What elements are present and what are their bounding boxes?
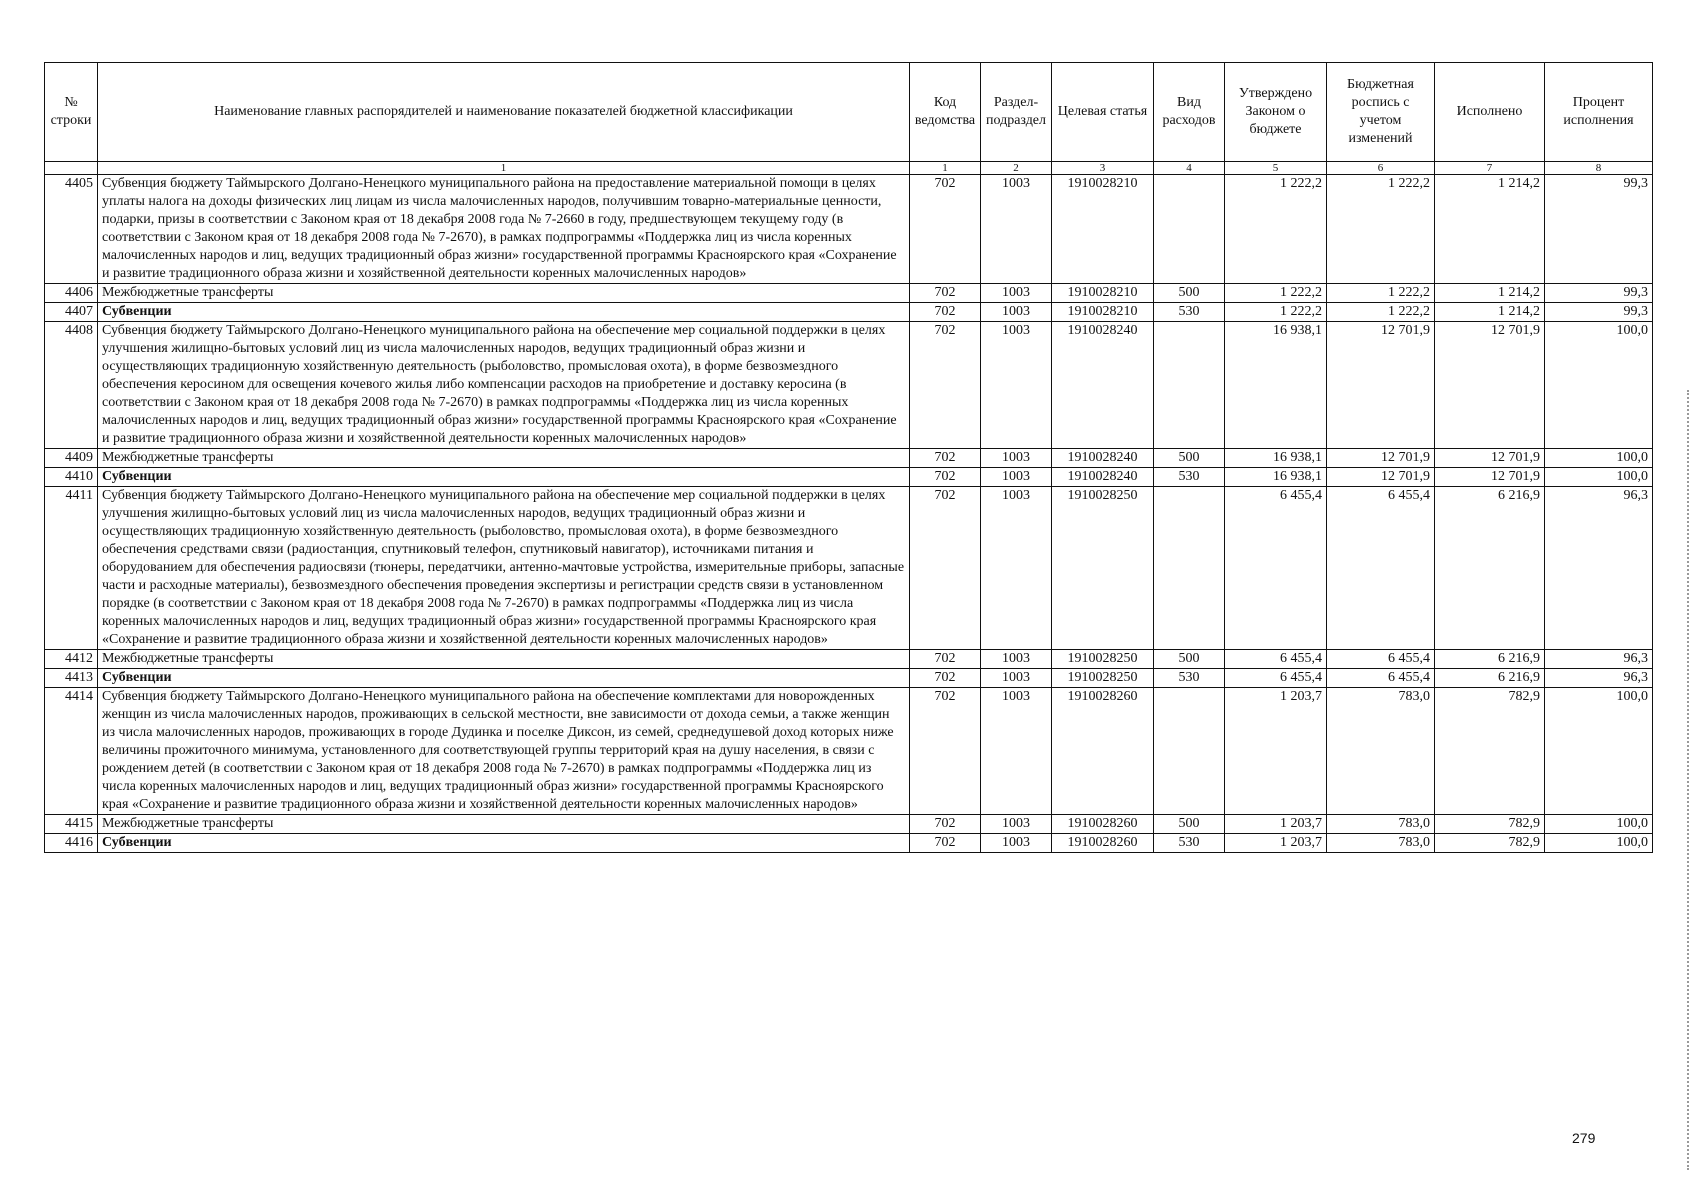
row-name: Межбюджетные трансферты [98, 449, 910, 468]
row-number: 4407 [45, 303, 98, 322]
target-article: 1910028210 [1052, 175, 1154, 284]
page-number: 279 [1572, 1130, 1596, 1146]
target-article: 1910028250 [1052, 487, 1154, 650]
scheduled-amount: 6 455,4 [1327, 650, 1435, 669]
column-number: 1 [98, 162, 910, 175]
execution-percent: 99,3 [1545, 303, 1653, 322]
budget-table [44, 62, 1653, 853]
approved-amount: 16 938,1 [1225, 322, 1327, 449]
execution-percent: 99,3 [1545, 284, 1653, 303]
expense-type: 530 [1154, 669, 1225, 688]
section-code: 1003 [981, 688, 1052, 815]
execution-percent: 100,0 [1545, 834, 1653, 853]
expense-type: 500 [1154, 650, 1225, 669]
approved-amount: 1 203,7 [1225, 688, 1327, 815]
row-name: Субвенция бюджету Таймырского Долгано-Ненецкого муниципального района на обеспечение комплектами для новорожденных женщин из числа малочисленных народов, проживающих в сельской местности, вне зависимости от дохода семьи, а также женщин из числа малочисленных народов, проживающих в городе Дудинка и поселке Диксон, из семей, среднедушевой доход которых ниже величины прожиточного минимума, установленного для соответствующей группы территорий края на душу населения, в связи с рождением детей (в соответствии с Законом края от 18 декабря 2008 года № 7-2670) в рамках подпрограммы «Поддержка лиц из числа коренных малочисленных народов и лиц, ведущих традиционный образ жизни» государственной программы Красноярского края «Сохранение и развитие традиционного образа жизни и хозяйственной деятельности коренных малочисленных народов» [98, 688, 910, 815]
scheduled-amount: 1 222,2 [1327, 284, 1435, 303]
execution-percent: 100,0 [1545, 688, 1653, 815]
table-row [45, 669, 1653, 688]
row-name: Субвенции [98, 468, 910, 487]
header-expense-type: Вид расходов [1154, 63, 1225, 162]
column-number [45, 162, 98, 175]
row-number: 4412 [45, 650, 98, 669]
scheduled-amount: 783,0 [1327, 834, 1435, 853]
row-number: 4409 [45, 449, 98, 468]
row-name: Субвенция бюджету Таймырского Долгано-Ненецкого муниципального района на обеспечение мер социальной поддержки в целях улучшения жилищно-бытовых условий лиц из числа малочисленных народов, ведущих традиционный образ жизни и осуществляющих традиционную хозяйственную деятельность (рыболовство, промысловая охота), в форме безвозмездного обеспечения средствами связи (радиостанция, спутниковый телефон, спутниковый навигатор), источниками питания и оборудованием для обеспечения радиосвязи (тюнеры, передатчики, антенно-мачтовые устройства, измерительные приборы, запасные части и расходные материалы), безвозмездного обеспечения проведения экспертизы и регистрации средств связи в установленном порядке (в соответствии с Законом края от 18 декабря 2008 года № 7-2670) в рамках подпрограммы «Поддержка лиц из числа коренных малочисленных народов и лиц, ведущих традиционный образ жизни» государственной программы Красноярского края «Сохранение и развитие традиционного образа жизни и хозяйственной деятельности коренных малочисленных народов» [98, 487, 910, 650]
expense-type: 500 [1154, 815, 1225, 834]
department-code: 702 [910, 449, 981, 468]
executed-amount: 6 216,9 [1435, 669, 1545, 688]
target-article: 1910028250 [1052, 669, 1154, 688]
row-name: Субвенция бюджету Таймырского Долгано-Ненецкого муниципального района на предоставление материальной помощи в целях уплаты налога на доходы физических лиц лицам из числа малочисленных народов, получившим товарно-материальные ценности, подарки, призы в соответствии с Законом края от 18 декабря 2008 года № 7-2660 в году, предшествующем текущему году (в соответствии с Законом края от 18 декабря 2008 года № 7-2670), в рамках подпрограммы «Поддержка лиц из числа коренных малочисленных народов и лиц, ведущих традиционный образ жизни» государственной программы Красноярского края «Сохранение и развитие традиционного образа жизни и хозяйственной деятельности коренных малочисленных народов» [98, 175, 910, 284]
table-row [45, 815, 1653, 834]
row-number: 4408 [45, 322, 98, 449]
row-name: Субвенции [98, 669, 910, 688]
header-execution-percent: Процент исполнения [1545, 63, 1653, 162]
execution-percent: 100,0 [1545, 468, 1653, 487]
scheduled-amount: 783,0 [1327, 688, 1435, 815]
row-number: 4410 [45, 468, 98, 487]
expense-type [1154, 175, 1225, 284]
approved-amount: 1 222,2 [1225, 303, 1327, 322]
scheduled-amount: 783,0 [1327, 815, 1435, 834]
row-number: 4406 [45, 284, 98, 303]
target-article: 1910028260 [1052, 815, 1154, 834]
header-row [45, 63, 1653, 162]
approved-amount: 1 203,7 [1225, 834, 1327, 853]
executed-amount: 1 214,2 [1435, 284, 1545, 303]
header-executed: Исполнено [1435, 63, 1545, 162]
section-code: 1003 [981, 322, 1052, 449]
approved-amount: 6 455,4 [1225, 669, 1327, 688]
target-article: 1910028210 [1052, 303, 1154, 322]
row-name: Межбюджетные трансферты [98, 284, 910, 303]
scheduled-amount: 12 701,9 [1327, 449, 1435, 468]
expense-type: 530 [1154, 303, 1225, 322]
section-code: 1003 [981, 303, 1052, 322]
approved-amount: 1 222,2 [1225, 284, 1327, 303]
row-number: 4405 [45, 175, 98, 284]
column-number: 1 [910, 162, 981, 175]
column-number: 5 [1225, 162, 1327, 175]
execution-percent: 100,0 [1545, 322, 1653, 449]
column-number: 3 [1052, 162, 1154, 175]
scheduled-amount: 1 222,2 [1327, 175, 1435, 284]
table-row [45, 303, 1653, 322]
table-row [45, 322, 1653, 449]
department-code: 702 [910, 834, 981, 853]
executed-amount: 782,9 [1435, 815, 1545, 834]
executed-amount: 6 216,9 [1435, 487, 1545, 650]
column-number: 7 [1435, 162, 1545, 175]
department-code: 702 [910, 669, 981, 688]
scheduled-amount: 6 455,4 [1327, 487, 1435, 650]
section-code: 1003 [981, 468, 1052, 487]
column-number: 4 [1154, 162, 1225, 175]
scheduled-amount: 12 701,9 [1327, 322, 1435, 449]
executed-amount: 1 214,2 [1435, 175, 1545, 284]
target-article: 1910028250 [1052, 650, 1154, 669]
expense-type: 500 [1154, 284, 1225, 303]
target-article: 1910028260 [1052, 688, 1154, 815]
department-code: 702 [910, 487, 981, 650]
execution-percent: 96,3 [1545, 669, 1653, 688]
table-header [45, 63, 1653, 162]
target-article: 1910028260 [1052, 834, 1154, 853]
executed-amount: 1 214,2 [1435, 303, 1545, 322]
section-code: 1003 [981, 834, 1052, 853]
row-number: 4415 [45, 815, 98, 834]
executed-amount: 12 701,9 [1435, 449, 1545, 468]
table-body [45, 162, 1653, 853]
table-row [45, 284, 1653, 303]
header-section: Раздел-подраздел [981, 63, 1052, 162]
table-row [45, 487, 1653, 650]
header-target-article: Целевая статья [1052, 63, 1154, 162]
header-budget-schedule: Бюджетная роспись с учетом изменений [1327, 63, 1435, 162]
table-row [45, 175, 1653, 284]
expense-type [1154, 322, 1225, 449]
section-code: 1003 [981, 175, 1052, 284]
section-code: 1003 [981, 284, 1052, 303]
header-department-code: Код ведомства [910, 63, 981, 162]
execution-percent: 100,0 [1545, 449, 1653, 468]
expense-type [1154, 688, 1225, 815]
row-number: 4416 [45, 834, 98, 853]
scheduled-amount: 12 701,9 [1327, 468, 1435, 487]
approved-amount: 6 455,4 [1225, 650, 1327, 669]
scan-edge-marks [1687, 390, 1693, 1170]
header-name: Наименование главных распорядителей и наименование показателей бюджетной классификации [98, 63, 910, 162]
expense-type: 530 [1154, 468, 1225, 487]
department-code: 702 [910, 303, 981, 322]
scheduled-amount: 6 455,4 [1327, 669, 1435, 688]
column-number: 8 [1545, 162, 1653, 175]
department-code: 702 [910, 815, 981, 834]
header-row-number: № строки [45, 63, 98, 162]
section-code: 1003 [981, 449, 1052, 468]
table-row [45, 449, 1653, 468]
target-article: 1910028240 [1052, 468, 1154, 487]
executed-amount: 6 216,9 [1435, 650, 1545, 669]
row-name: Субвенция бюджету Таймырского Долгано-Ненецкого муниципального района на обеспечение мер социальной поддержки в целях улучшения жилищно-бытовых условий лиц из числа малочисленных народов, ведущих традиционный образ жизни и осуществляющих традиционную хозяйственную деятельность (рыболовство, промысловая охота), в форме безвозмездного обеспечения керосином для освещения кочевого жилья либо компенсации расходов на приобретение и доставку керосина (в соответствии с Законом края от 18 декабря 2008 года № 7-2670) в рамках подпрограммы «Поддержка лиц из числа коренных малочисленных народов и лиц, ведущих традиционный образ жизни» государственной программы Красноярского края «Сохранение и развитие традиционного образа жизни и хозяйственной деятельности коренных малочисленных народов» [98, 322, 910, 449]
department-code: 702 [910, 468, 981, 487]
row-name: Субвенции [98, 834, 910, 853]
row-name: Межбюджетные трансферты [98, 650, 910, 669]
section-code: 1003 [981, 487, 1052, 650]
execution-percent: 96,3 [1545, 650, 1653, 669]
executed-amount: 12 701,9 [1435, 322, 1545, 449]
target-article: 1910028210 [1052, 284, 1154, 303]
department-code: 702 [910, 175, 981, 284]
executed-amount: 782,9 [1435, 688, 1545, 815]
execution-percent: 99,3 [1545, 175, 1653, 284]
department-code: 702 [910, 284, 981, 303]
section-code: 1003 [981, 815, 1052, 834]
section-code: 1003 [981, 669, 1052, 688]
column-number: 2 [981, 162, 1052, 175]
row-number: 4414 [45, 688, 98, 815]
table-row [45, 650, 1653, 669]
expense-type: 530 [1154, 834, 1225, 853]
row-name: Межбюджетные трансферты [98, 815, 910, 834]
execution-percent: 100,0 [1545, 815, 1653, 834]
target-article: 1910028240 [1052, 449, 1154, 468]
section-code: 1003 [981, 650, 1052, 669]
column-numbers-row [45, 162, 1653, 175]
approved-amount: 16 938,1 [1225, 468, 1327, 487]
table-row [45, 688, 1653, 815]
approved-amount: 1 203,7 [1225, 815, 1327, 834]
table-row [45, 468, 1653, 487]
department-code: 702 [910, 688, 981, 815]
header-approved: Утверждено Законом о бюджете [1225, 63, 1327, 162]
execution-percent: 96,3 [1545, 487, 1653, 650]
expense-type: 500 [1154, 449, 1225, 468]
expense-type [1154, 487, 1225, 650]
department-code: 702 [910, 322, 981, 449]
approved-amount: 6 455,4 [1225, 487, 1327, 650]
department-code: 702 [910, 650, 981, 669]
approved-amount: 1 222,2 [1225, 175, 1327, 284]
scheduled-amount: 1 222,2 [1327, 303, 1435, 322]
row-name: Субвенции [98, 303, 910, 322]
row-number: 4411 [45, 487, 98, 650]
executed-amount: 12 701,9 [1435, 468, 1545, 487]
target-article: 1910028240 [1052, 322, 1154, 449]
column-number: 6 [1327, 162, 1435, 175]
approved-amount: 16 938,1 [1225, 449, 1327, 468]
row-number: 4413 [45, 669, 98, 688]
executed-amount: 782,9 [1435, 834, 1545, 853]
table-row [45, 834, 1653, 853]
